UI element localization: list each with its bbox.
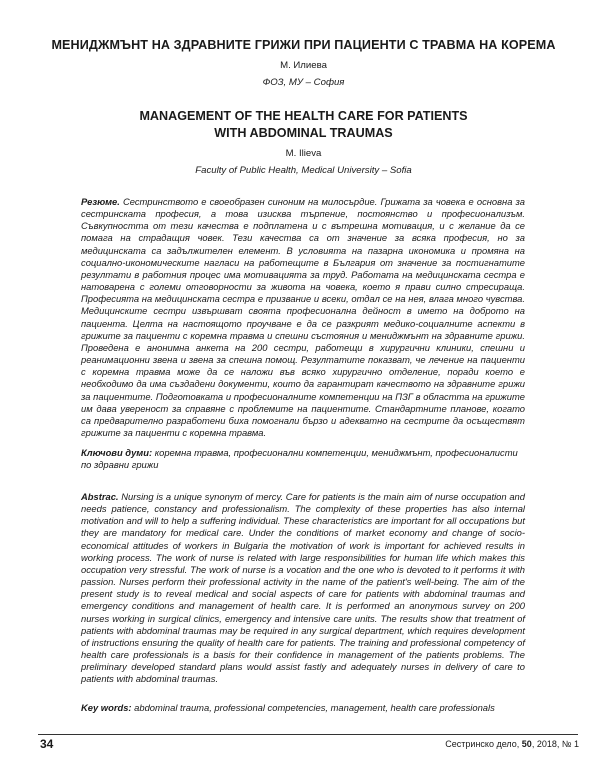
page-number: 34 — [40, 737, 54, 751]
title-english — [60, 108, 547, 142]
journal-volume: 50 — [521, 739, 532, 749]
abstract-text: Nursing is a unique synonym of mercy. Care for patients is the main aim of nurse occupation and needs patience, constancy and professionalism. The complexity of these properties has also internal motivation and will to help a suffering individual. These characteristics are important for all occupations but they are mandatory for medical care. Under the conditions of market economy and change of socio-economical attitudes of workers in Bulgaria the motivation of work is important for achieved results in working process. The work of nurse is related with large responsibilities for human life which makes this occupation very stressful. The work of nurse is a vocation and the one who is devoted to it performs it with passion. Nurses perform their professional activity in the name of the patient's well-being. The aim of the present study is to reveal medical and social aspects of care for patients with abdominal traumas and emergency conditions and management of health care. It is performed an anonymous survey on 200 nurses working in surgical clinics, emergency and intensive care units. The results show that treatment of patients with abdominal traumas may be required in any surgical department, which requires development of instructions ensuring the quality of health care for patients. The training and professional competency of health care professionals is a basis for their confidence in management of the patients problems. The preliminary developed standard plans would assist fastly and adequately nurses in delivery of care to patients with abdominal traumas. — [81, 491, 525, 685]
affiliation-english: Faculty of Public Health, Medical University – Sofia — [195, 165, 412, 176]
keywords-bulgarian — [81, 447, 525, 471]
author-bulgarian: М. Илиева — [280, 60, 327, 71]
summary-label: Резюме. — [81, 196, 120, 207]
abstract-label: Abstrac. — [81, 491, 119, 502]
keywords-english-label: Key words: — [81, 702, 132, 713]
title-bulgarian: МЕНИДЖМЪНТ НА ЗДРАВНИТЕ ГРИЖИ ПРИ ПАЦИЕНТИ С ТРАВМА НА КОРЕМА — [51, 38, 556, 52]
keywords-english — [81, 702, 525, 714]
abstract-english — [81, 491, 525, 686]
footer-divider — [38, 734, 578, 735]
summary-text: Сестринството е своеобразен синоним на милосърдие. Грижата за човека е основна за сестринската професия, а това изисква търпение, постоянство и професионализъм. Съвкупността от тези качества е подплатена и с вътрешна мотивация, и с желание да се помага на страдащия човек. Тези качества са от значение за всяка професия, но за медицинската са задължителен елемент. В условията на пазарна икономика и промяна на социално-икономическите нагласи на работещите в България от значение за постигнатите резултати в работния процес има мотивацията за труд. Работата на медицинската сестра е натоварена с големи отговорности за живота на човека, което я прави силно стресираща. Професията на медицинската сестра е призвание и всеки, отдал се на нея, влага много чувства. Медицинските сестри извършват своята професионална дейност в името на доброто на пациента. Целта на настоящото проучване е да се разкрият медико-социалните аспекти в грижите за пациенти с коремна травма и спешни състояния и мениджмънт на здравните грижи. Проведена е анонимна анкета на 200 сестри, работещи в хирургични клиники, спешни и реанимационни звена и звена за спешна помощ. Резултатите показват, че лечение на пациенти с коремна травма може да се наложи във всяко хирургично отделение, поради което е необходимо да има създадени документи, които да гарантират качеството на здравните грижи за пациентите. Подготовката и професионалните компетенции на ПЗГ в областта на грижите им дава увереност за справяне с проблемите на пациентите. Стандартните планове, когато са предварително разработени биха помогнали бързо и адекватно на сестрите да осъществят грижите за пациенти с коремна травма. — [81, 196, 525, 438]
journal-issue: , 2018, № 1 — [531, 739, 579, 749]
title-english-line1: MANAGEMENT OF THE HEALTH CARE FOR PATIENTS — [139, 109, 468, 123]
affiliation-bulgarian: ФОЗ, МУ – София — [262, 77, 345, 88]
keywords-bulgarian-label: Ключови думи: — [81, 447, 153, 458]
author-english: M. Ilieva — [285, 148, 322, 159]
summary-bulgarian — [81, 196, 525, 439]
keywords-english-text: abdominal trauma, professional competencies, management, health care professionals — [134, 702, 495, 713]
journal-name: Сестринско дело, — [445, 739, 520, 749]
journal-reference — [445, 739, 579, 749]
title-english-line2: WITH ABDOMINAL TRAUMAS — [214, 126, 393, 140]
keywords-bulgarian-text: коремна травма, професионални компетенции, мениджмънт, професионалисти по здравни грижи — [81, 447, 518, 470]
